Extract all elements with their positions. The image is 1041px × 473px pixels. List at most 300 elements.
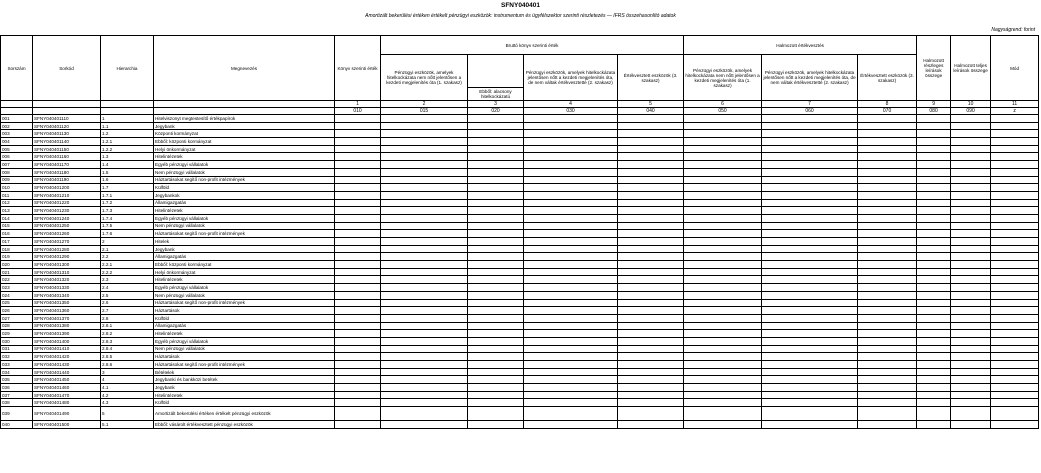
value-cell[interactable] xyxy=(684,214,762,222)
value-cell[interactable] xyxy=(335,230,381,238)
value-cell[interactable] xyxy=(618,314,684,322)
value-cell[interactable] xyxy=(762,330,858,338)
value-cell[interactable] xyxy=(335,276,381,284)
value-cell[interactable] xyxy=(468,276,524,284)
value-cell[interactable] xyxy=(684,322,762,330)
value-cell[interactable] xyxy=(468,291,524,299)
value-cell[interactable] xyxy=(762,407,858,421)
value-cell[interactable] xyxy=(381,176,468,184)
value-cell[interactable] xyxy=(468,245,524,253)
value-cell[interactable] xyxy=(524,291,618,299)
value-cell[interactable] xyxy=(381,337,468,345)
value-cell[interactable] xyxy=(917,207,951,215)
value-cell[interactable] xyxy=(684,176,762,184)
value-cell[interactable] xyxy=(381,391,468,399)
value-cell[interactable] xyxy=(762,284,858,292)
value-cell[interactable] xyxy=(684,345,762,353)
value-cell[interactable] xyxy=(618,253,684,261)
value-cell[interactable] xyxy=(991,176,1039,184)
value-cell[interactable] xyxy=(381,238,468,246)
value-cell[interactable] xyxy=(618,322,684,330)
value-cell[interactable] xyxy=(991,268,1039,276)
value-cell[interactable] xyxy=(684,168,762,176)
value-cell[interactable] xyxy=(762,184,858,192)
value-cell[interactable] xyxy=(684,145,762,153)
value-cell[interactable] xyxy=(951,122,991,130)
value-cell[interactable] xyxy=(858,253,917,261)
value-cell[interactable] xyxy=(858,368,917,376)
value-cell[interactable] xyxy=(858,322,917,330)
value-cell[interactable] xyxy=(858,168,917,176)
value-cell[interactable] xyxy=(381,168,468,176)
value-cell[interactable] xyxy=(335,176,381,184)
value-cell[interactable] xyxy=(762,276,858,284)
value-cell[interactable] xyxy=(762,399,858,407)
value-cell[interactable] xyxy=(858,230,917,238)
value-cell[interactable] xyxy=(684,268,762,276)
value-cell[interactable] xyxy=(951,299,991,307)
value-cell[interactable] xyxy=(684,130,762,138)
value-cell[interactable] xyxy=(991,322,1039,330)
value-cell[interactable] xyxy=(951,368,991,376)
value-cell[interactable] xyxy=(335,184,381,192)
value-cell[interactable] xyxy=(991,184,1039,192)
value-cell[interactable] xyxy=(335,353,381,361)
value-cell[interactable] xyxy=(917,399,951,407)
value-cell[interactable] xyxy=(618,284,684,292)
value-cell[interactable] xyxy=(524,199,618,207)
value-cell[interactable] xyxy=(858,207,917,215)
value-cell[interactable] xyxy=(917,245,951,253)
value-cell[interactable] xyxy=(335,299,381,307)
value-cell[interactable] xyxy=(762,368,858,376)
value-cell[interactable] xyxy=(618,214,684,222)
value-cell[interactable] xyxy=(917,407,951,421)
value-cell[interactable] xyxy=(991,353,1039,361)
value-cell[interactable] xyxy=(468,191,524,199)
value-cell[interactable] xyxy=(991,261,1039,269)
value-cell[interactable] xyxy=(858,421,917,429)
value-cell[interactable] xyxy=(951,284,991,292)
value-cell[interactable] xyxy=(468,161,524,169)
value-cell[interactable] xyxy=(524,253,618,261)
value-cell[interactable] xyxy=(991,307,1039,315)
value-cell[interactable] xyxy=(618,384,684,392)
value-cell[interactable] xyxy=(684,222,762,230)
value-cell[interactable] xyxy=(335,191,381,199)
value-cell[interactable] xyxy=(684,407,762,421)
value-cell[interactable] xyxy=(858,284,917,292)
value-cell[interactable] xyxy=(991,161,1039,169)
value-cell[interactable] xyxy=(618,168,684,176)
value-cell[interactable] xyxy=(684,384,762,392)
value-cell[interactable] xyxy=(618,261,684,269)
value-cell[interactable] xyxy=(762,214,858,222)
value-cell[interactable] xyxy=(951,391,991,399)
value-cell[interactable] xyxy=(917,337,951,345)
value-cell[interactable] xyxy=(468,176,524,184)
value-cell[interactable] xyxy=(991,230,1039,238)
value-cell[interactable] xyxy=(858,330,917,338)
value-cell[interactable] xyxy=(917,322,951,330)
value-cell[interactable] xyxy=(335,115,381,123)
value-cell[interactable] xyxy=(917,291,951,299)
value-cell[interactable] xyxy=(335,222,381,230)
value-cell[interactable] xyxy=(858,199,917,207)
value-cell[interactable] xyxy=(618,191,684,199)
value-cell[interactable] xyxy=(762,261,858,269)
value-cell[interactable] xyxy=(762,245,858,253)
value-cell[interactable] xyxy=(951,337,991,345)
value-cell[interactable] xyxy=(468,122,524,130)
value-cell[interactable] xyxy=(858,353,917,361)
value-cell[interactable] xyxy=(618,184,684,192)
value-cell[interactable] xyxy=(917,253,951,261)
value-cell[interactable] xyxy=(762,199,858,207)
value-cell[interactable] xyxy=(684,399,762,407)
value-cell[interactable] xyxy=(991,245,1039,253)
value-cell[interactable] xyxy=(524,138,618,146)
value-cell[interactable] xyxy=(381,368,468,376)
value-cell[interactable] xyxy=(951,421,991,429)
value-cell[interactable] xyxy=(858,245,917,253)
value-cell[interactable] xyxy=(335,330,381,338)
value-cell[interactable] xyxy=(762,361,858,369)
value-cell[interactable] xyxy=(951,322,991,330)
value-cell[interactable] xyxy=(762,421,858,429)
value-cell[interactable] xyxy=(381,122,468,130)
value-cell[interactable] xyxy=(381,268,468,276)
value-cell[interactable] xyxy=(917,153,951,161)
value-cell[interactable] xyxy=(618,291,684,299)
value-cell[interactable] xyxy=(858,191,917,199)
value-cell[interactable] xyxy=(335,207,381,215)
value-cell[interactable] xyxy=(762,353,858,361)
value-cell[interactable] xyxy=(468,322,524,330)
value-cell[interactable] xyxy=(991,314,1039,322)
value-cell[interactable] xyxy=(524,191,618,199)
value-cell[interactable] xyxy=(524,345,618,353)
value-cell[interactable] xyxy=(618,138,684,146)
value-cell[interactable] xyxy=(858,407,917,421)
value-cell[interactable] xyxy=(684,284,762,292)
value-cell[interactable] xyxy=(951,214,991,222)
value-cell[interactable] xyxy=(917,115,951,123)
value-cell[interactable] xyxy=(917,268,951,276)
value-cell[interactable] xyxy=(684,368,762,376)
value-cell[interactable] xyxy=(381,199,468,207)
value-cell[interactable] xyxy=(381,245,468,253)
value-cell[interactable] xyxy=(917,276,951,284)
value-cell[interactable] xyxy=(468,184,524,192)
value-cell[interactable] xyxy=(618,368,684,376)
value-cell[interactable] xyxy=(468,115,524,123)
value-cell[interactable] xyxy=(684,122,762,130)
value-cell[interactable] xyxy=(618,222,684,230)
value-cell[interactable] xyxy=(917,238,951,246)
value-cell[interactable] xyxy=(917,214,951,222)
value-cell[interactable] xyxy=(618,145,684,153)
value-cell[interactable] xyxy=(618,176,684,184)
value-cell[interactable] xyxy=(762,391,858,399)
value-cell[interactable] xyxy=(762,337,858,345)
value-cell[interactable] xyxy=(381,161,468,169)
value-cell[interactable] xyxy=(524,230,618,238)
value-cell[interactable] xyxy=(618,245,684,253)
value-cell[interactable] xyxy=(951,153,991,161)
value-cell[interactable] xyxy=(684,138,762,146)
value-cell[interactable] xyxy=(684,314,762,322)
value-cell[interactable] xyxy=(381,153,468,161)
value-cell[interactable] xyxy=(381,291,468,299)
value-cell[interactable] xyxy=(917,176,951,184)
value-cell[interactable] xyxy=(951,184,991,192)
value-cell[interactable] xyxy=(618,268,684,276)
value-cell[interactable] xyxy=(858,261,917,269)
value-cell[interactable] xyxy=(618,407,684,421)
value-cell[interactable] xyxy=(468,230,524,238)
value-cell[interactable] xyxy=(858,391,917,399)
value-cell[interactable] xyxy=(762,299,858,307)
value-cell[interactable] xyxy=(468,376,524,384)
value-cell[interactable] xyxy=(762,161,858,169)
value-cell[interactable] xyxy=(917,230,951,238)
value-cell[interactable] xyxy=(468,238,524,246)
value-cell[interactable] xyxy=(991,368,1039,376)
value-cell[interactable] xyxy=(524,161,618,169)
value-cell[interactable] xyxy=(335,122,381,130)
value-cell[interactable] xyxy=(381,253,468,261)
value-cell[interactable] xyxy=(684,153,762,161)
value-cell[interactable] xyxy=(381,421,468,429)
value-cell[interactable] xyxy=(524,130,618,138)
value-cell[interactable] xyxy=(858,214,917,222)
value-cell[interactable] xyxy=(762,322,858,330)
value-cell[interactable] xyxy=(524,176,618,184)
value-cell[interactable] xyxy=(524,238,618,246)
value-cell[interactable] xyxy=(917,284,951,292)
value-cell[interactable] xyxy=(468,130,524,138)
value-cell[interactable] xyxy=(524,421,618,429)
value-cell[interactable] xyxy=(524,391,618,399)
value-cell[interactable] xyxy=(762,345,858,353)
value-cell[interactable] xyxy=(381,407,468,421)
value-cell[interactable] xyxy=(991,276,1039,284)
value-cell[interactable] xyxy=(335,284,381,292)
value-cell[interactable] xyxy=(684,253,762,261)
value-cell[interactable] xyxy=(468,268,524,276)
value-cell[interactable] xyxy=(991,153,1039,161)
value-cell[interactable] xyxy=(524,245,618,253)
value-cell[interactable] xyxy=(335,238,381,246)
value-cell[interactable] xyxy=(991,199,1039,207)
value-cell[interactable] xyxy=(524,337,618,345)
value-cell[interactable] xyxy=(858,222,917,230)
value-cell[interactable] xyxy=(381,115,468,123)
value-cell[interactable] xyxy=(381,222,468,230)
value-cell[interactable] xyxy=(762,115,858,123)
value-cell[interactable] xyxy=(684,115,762,123)
value-cell[interactable] xyxy=(951,230,991,238)
value-cell[interactable] xyxy=(684,161,762,169)
value-cell[interactable] xyxy=(684,337,762,345)
value-cell[interactable] xyxy=(684,353,762,361)
value-cell[interactable] xyxy=(991,361,1039,369)
value-cell[interactable] xyxy=(858,299,917,307)
value-cell[interactable] xyxy=(991,138,1039,146)
value-cell[interactable] xyxy=(618,361,684,369)
value-cell[interactable] xyxy=(524,330,618,338)
value-cell[interactable] xyxy=(858,345,917,353)
value-cell[interactable] xyxy=(381,361,468,369)
value-cell[interactable] xyxy=(618,199,684,207)
value-cell[interactable] xyxy=(917,199,951,207)
value-cell[interactable] xyxy=(381,207,468,215)
value-cell[interactable] xyxy=(762,291,858,299)
value-cell[interactable] xyxy=(917,168,951,176)
value-cell[interactable] xyxy=(335,214,381,222)
value-cell[interactable] xyxy=(762,145,858,153)
value-cell[interactable] xyxy=(762,168,858,176)
value-cell[interactable] xyxy=(858,361,917,369)
value-cell[interactable] xyxy=(991,168,1039,176)
value-cell[interactable] xyxy=(381,184,468,192)
value-cell[interactable] xyxy=(381,230,468,238)
value-cell[interactable] xyxy=(618,399,684,407)
value-cell[interactable] xyxy=(917,261,951,269)
value-cell[interactable] xyxy=(684,238,762,246)
value-cell[interactable] xyxy=(468,145,524,153)
value-cell[interactable] xyxy=(762,307,858,315)
value-cell[interactable] xyxy=(524,276,618,284)
value-cell[interactable] xyxy=(991,391,1039,399)
value-cell[interactable] xyxy=(858,115,917,123)
value-cell[interactable] xyxy=(858,238,917,246)
value-cell[interactable] xyxy=(381,276,468,284)
value-cell[interactable] xyxy=(762,314,858,322)
value-cell[interactable] xyxy=(381,399,468,407)
value-cell[interactable] xyxy=(618,161,684,169)
value-cell[interactable] xyxy=(951,222,991,230)
value-cell[interactable] xyxy=(524,261,618,269)
value-cell[interactable] xyxy=(468,391,524,399)
value-cell[interactable] xyxy=(468,384,524,392)
value-cell[interactable] xyxy=(951,384,991,392)
value-cell[interactable] xyxy=(618,345,684,353)
value-cell[interactable] xyxy=(524,207,618,215)
value-cell[interactable] xyxy=(381,384,468,392)
value-cell[interactable] xyxy=(684,230,762,238)
value-cell[interactable] xyxy=(991,145,1039,153)
value-cell[interactable] xyxy=(618,330,684,338)
value-cell[interactable] xyxy=(917,391,951,399)
value-cell[interactable] xyxy=(858,384,917,392)
value-cell[interactable] xyxy=(381,345,468,353)
value-cell[interactable] xyxy=(524,145,618,153)
value-cell[interactable] xyxy=(524,214,618,222)
value-cell[interactable] xyxy=(381,322,468,330)
value-cell[interactable] xyxy=(335,261,381,269)
value-cell[interactable] xyxy=(468,214,524,222)
value-cell[interactable] xyxy=(917,421,951,429)
value-cell[interactable] xyxy=(951,199,991,207)
value-cell[interactable] xyxy=(335,291,381,299)
value-cell[interactable] xyxy=(951,291,991,299)
value-cell[interactable] xyxy=(917,307,951,315)
value-cell[interactable] xyxy=(381,130,468,138)
value-cell[interactable] xyxy=(684,361,762,369)
value-cell[interactable] xyxy=(684,291,762,299)
value-cell[interactable] xyxy=(951,399,991,407)
value-cell[interactable] xyxy=(335,384,381,392)
value-cell[interactable] xyxy=(335,161,381,169)
value-cell[interactable] xyxy=(991,330,1039,338)
value-cell[interactable] xyxy=(951,253,991,261)
value-cell[interactable] xyxy=(858,276,917,284)
value-cell[interactable] xyxy=(991,214,1039,222)
value-cell[interactable] xyxy=(524,314,618,322)
value-cell[interactable] xyxy=(858,376,917,384)
value-cell[interactable] xyxy=(381,145,468,153)
value-cell[interactable] xyxy=(524,407,618,421)
value-cell[interactable] xyxy=(917,145,951,153)
value-cell[interactable] xyxy=(524,361,618,369)
value-cell[interactable] xyxy=(951,138,991,146)
value-cell[interactable] xyxy=(951,161,991,169)
value-cell[interactable] xyxy=(335,153,381,161)
value-cell[interactable] xyxy=(468,222,524,230)
value-cell[interactable] xyxy=(468,361,524,369)
value-cell[interactable] xyxy=(524,222,618,230)
value-cell[interactable] xyxy=(335,307,381,315)
value-cell[interactable] xyxy=(524,322,618,330)
value-cell[interactable] xyxy=(524,184,618,192)
value-cell[interactable] xyxy=(684,207,762,215)
value-cell[interactable] xyxy=(335,199,381,207)
value-cell[interactable] xyxy=(762,384,858,392)
value-cell[interactable] xyxy=(762,138,858,146)
value-cell[interactable] xyxy=(618,207,684,215)
value-cell[interactable] xyxy=(524,122,618,130)
value-cell[interactable] xyxy=(762,376,858,384)
value-cell[interactable] xyxy=(618,337,684,345)
value-cell[interactable] xyxy=(917,314,951,322)
value-cell[interactable] xyxy=(951,261,991,269)
value-cell[interactable] xyxy=(381,307,468,315)
value-cell[interactable] xyxy=(858,138,917,146)
value-cell[interactable] xyxy=(917,130,951,138)
value-cell[interactable] xyxy=(618,238,684,246)
value-cell[interactable] xyxy=(684,307,762,315)
value-cell[interactable] xyxy=(917,384,951,392)
value-cell[interactable] xyxy=(917,138,951,146)
value-cell[interactable] xyxy=(991,399,1039,407)
value-cell[interactable] xyxy=(991,191,1039,199)
value-cell[interactable] xyxy=(618,421,684,429)
value-cell[interactable] xyxy=(468,368,524,376)
value-cell[interactable] xyxy=(618,276,684,284)
value-cell[interactable] xyxy=(524,399,618,407)
value-cell[interactable] xyxy=(951,276,991,284)
value-cell[interactable] xyxy=(335,322,381,330)
value-cell[interactable] xyxy=(335,130,381,138)
value-cell[interactable] xyxy=(762,253,858,261)
value-cell[interactable] xyxy=(524,168,618,176)
value-cell[interactable] xyxy=(951,168,991,176)
value-cell[interactable] xyxy=(991,115,1039,123)
value-cell[interactable] xyxy=(335,253,381,261)
value-cell[interactable] xyxy=(381,138,468,146)
